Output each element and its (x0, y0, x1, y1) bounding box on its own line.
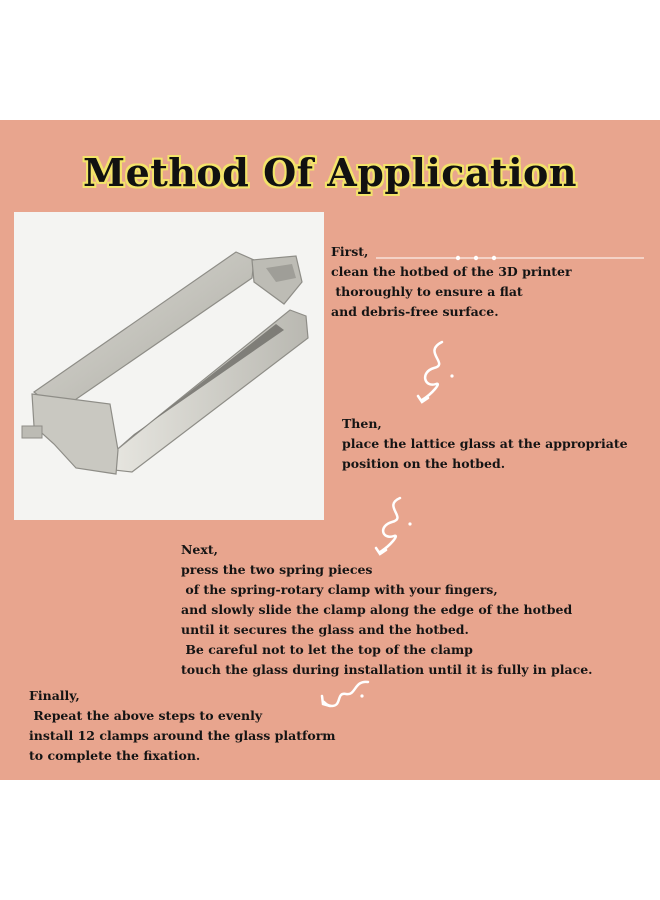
step-then-heading: Then, (342, 416, 382, 431)
step-next (181, 540, 593, 680)
page-title: Method Of Application (83, 150, 577, 195)
step-next-line: touch the glass during installation until it is fully in place. (181, 662, 593, 677)
step-next-line: and slowly slide the clamp along the edge of the hotbed (181, 602, 573, 617)
step-next-line: press the two spring pieces (181, 562, 373, 577)
step-next-line: until it secures the glass and the hotbed. (181, 622, 469, 637)
spring-clamp-photo (14, 212, 324, 520)
step-first-line: and debris-free surface. (331, 304, 499, 319)
step-next-line: Be careful not to let the top of the clamp (181, 642, 473, 657)
step-next-heading: Next, (181, 542, 218, 557)
step-then (342, 414, 628, 474)
step-then-line: place the lattice glass at the appropriate (342, 436, 628, 451)
step-next-line: of the spring-rotary clamp with your fingers, (181, 582, 498, 597)
step-finally-line: Repeat the above steps to evenly (29, 708, 263, 723)
step-then-line: position on the hotbed. (342, 456, 506, 471)
step-finally-line: install 12 clamps around the glass platform (29, 728, 336, 743)
curly-arrow-icon (412, 338, 462, 408)
infographic-panel (0, 120, 660, 780)
step-finally-line: to complete the fixation. (29, 748, 201, 763)
divider-line (376, 250, 646, 262)
step-finally (29, 686, 336, 766)
step-first-heading: First, (331, 244, 369, 259)
step-first-line: clean the hotbed of the 3D printer (331, 264, 572, 279)
step-first-line: thoroughly to ensure a flat (331, 284, 523, 299)
clamp-photo (14, 212, 324, 520)
step-finally-heading: Finally, (29, 688, 80, 703)
